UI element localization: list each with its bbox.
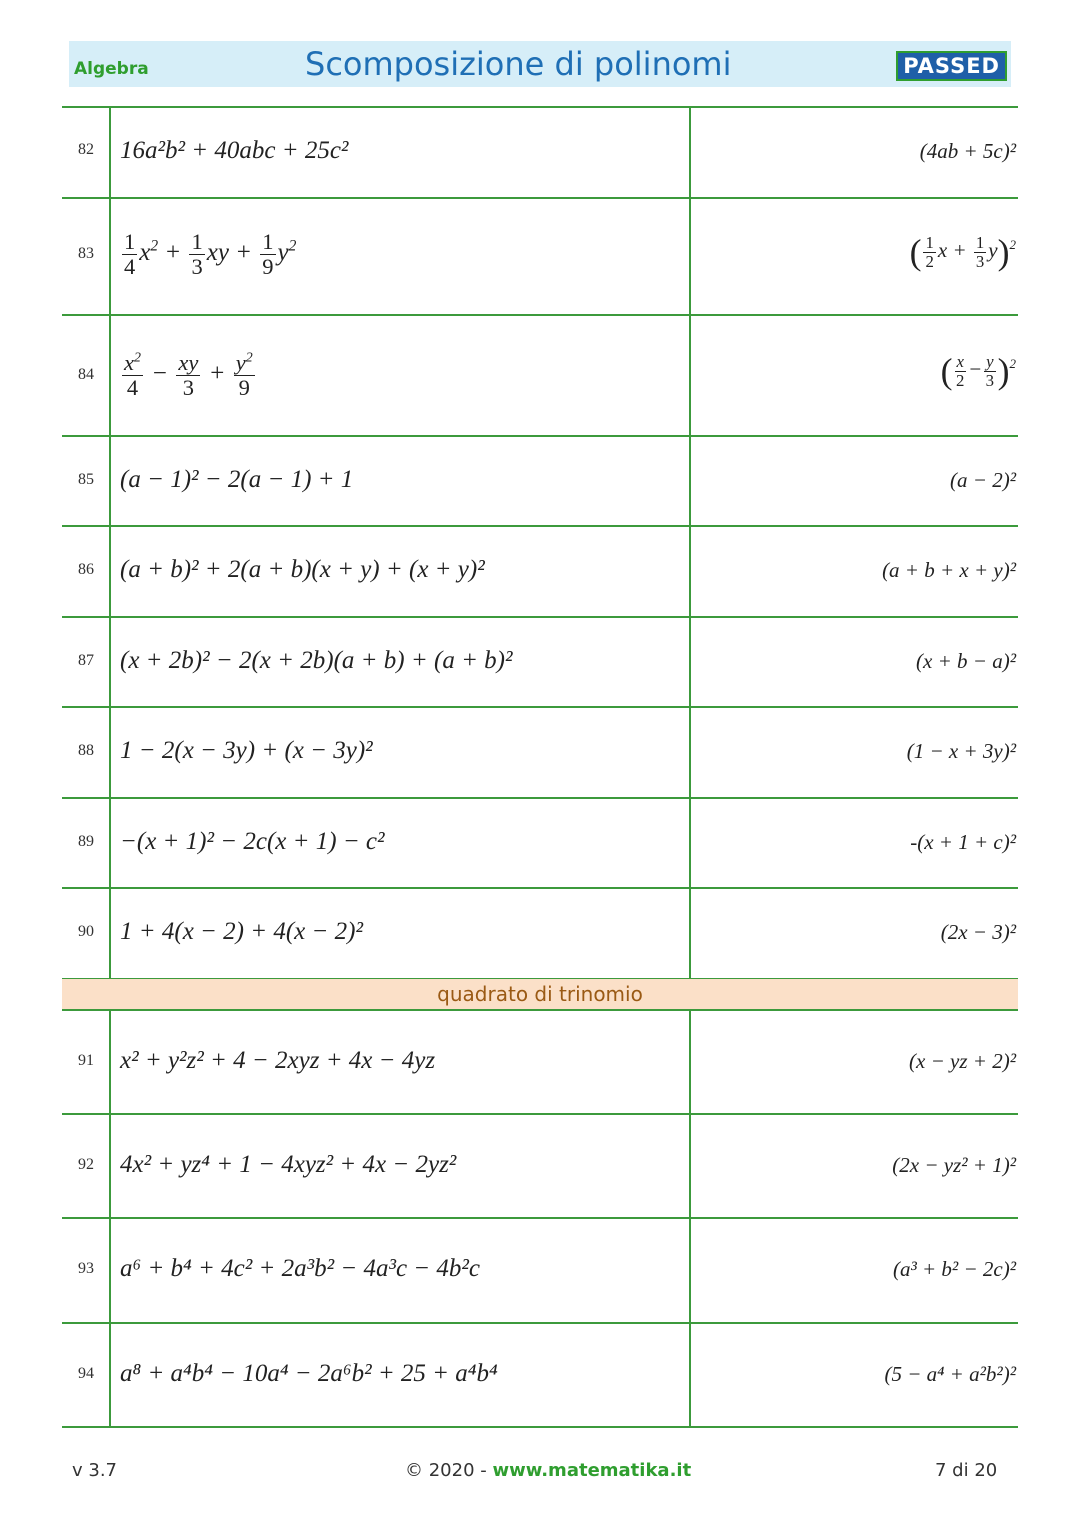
table-row bbox=[62, 887, 1018, 978]
exercise-result: ( $\frac{x}{2}$ − $\frac{y}{3}$ )$^2$ bbox=[940, 351, 1016, 391]
exercise-number: 93 bbox=[78, 1260, 94, 1277]
passed-badge: PASSED bbox=[896, 51, 1007, 81]
table-row bbox=[62, 797, 1018, 887]
exercise-result: (a + b + x + y)² bbox=[882, 558, 1016, 582]
exercise-expression: a⁶ + b⁴ + 4c² + 2a³b² − 4a³c − 4b²c bbox=[120, 1255, 480, 1282]
exercise-number: 89 bbox=[78, 833, 94, 850]
page-header bbox=[69, 41, 1011, 87]
exercise-result: (2x − yz² + 1)² bbox=[892, 1153, 1016, 1177]
exercise-number: 86 bbox=[78, 561, 94, 578]
exercise-result: (2x − 3)² bbox=[940, 920, 1016, 944]
exercise-expression: 1 − 2(x − 3y) + (x − 3y)² bbox=[120, 737, 373, 764]
page-number: 7 di 20 bbox=[935, 1460, 998, 1481]
exercise-result: (x + b − a)² bbox=[916, 649, 1016, 673]
exercise-number: 83 bbox=[78, 245, 94, 262]
exercise-number: 94 bbox=[78, 1365, 94, 1382]
exercise-number: 92 bbox=[78, 1156, 94, 1173]
table-row bbox=[62, 706, 1018, 797]
table-row bbox=[62, 1113, 1018, 1217]
exercise-expression: −(x + 1)² − 2c(x + 1) − c² bbox=[120, 828, 385, 855]
exercise-expression: (x + 2b)² − 2(x + 2b)(a + b) + (a + b)² bbox=[120, 647, 513, 674]
exercise-result: (5 − a⁴ + a²b²)² bbox=[884, 1362, 1016, 1386]
exercise-number: 82 bbox=[78, 141, 94, 158]
exercise-result: (4ab + 5c)² bbox=[919, 139, 1016, 163]
exercise-number: 85 bbox=[78, 471, 94, 488]
exercise-number: 88 bbox=[78, 742, 94, 759]
exercise-expression: $\frac{1}{4}$ $x^2$ + $\frac{1}{3}$ xy + $\frac{1}{9}$ $y^2$ bbox=[124, 229, 297, 279]
section-label: quadrato di trinomio bbox=[62, 979, 1018, 1009]
table-row bbox=[62, 616, 1018, 706]
exercise-expression: $\frac{x^2}{4}$ − $\frac{xy}{3}$ + $\frac{y^2}{9}$ bbox=[124, 350, 253, 400]
page-title: Scomposizione di polinomi bbox=[305, 45, 732, 83]
table-row bbox=[62, 106, 1018, 197]
exercise-expression: 1 + 4(x − 2) + 4(x − 2)² bbox=[120, 918, 363, 945]
table-row bbox=[62, 1322, 1018, 1426]
exercise-result: (a³ + b² − 2c)² bbox=[892, 1257, 1016, 1281]
exercise-expression: 4x² + yz⁴ + 1 − 4xyz² + 4x − 2yz² bbox=[120, 1151, 457, 1178]
table-row bbox=[62, 1217, 1018, 1322]
exercise-expression: 16a²b² + 40abc + 25c² bbox=[120, 137, 349, 164]
table-row bbox=[62, 314, 1018, 435]
subject-label: Algebra bbox=[74, 59, 149, 79]
table-row bbox=[62, 1009, 1018, 1113]
exercise-expression: (a − 1)² − 2(a − 1) + 1 bbox=[120, 466, 354, 493]
exercise-number: 90 bbox=[78, 923, 94, 940]
exercise-expression: a⁸ + a⁴b⁴ − 10a⁴ − 2a⁶b² + 25 + a⁴b⁴ bbox=[120, 1360, 498, 1387]
exercise-result: -(x + 1 + c)² bbox=[910, 830, 1016, 854]
exercise-result: (x − yz + 2)² bbox=[909, 1049, 1016, 1073]
table-row bbox=[62, 525, 1018, 616]
exercise-expression: x² + y²z² + 4 − 2xyz + 4x − 4yz bbox=[120, 1047, 436, 1074]
copyright-text: © 2020 - bbox=[405, 1460, 487, 1481]
table-row bbox=[62, 197, 1018, 314]
exercise-expression: (a + b)² + 2(a + b)(x + y) + (x + y)² bbox=[120, 556, 485, 583]
exercise-result: (1 − x + 3y)² bbox=[906, 739, 1016, 763]
table-row bbox=[62, 435, 1018, 525]
exercise-result: (a − 2)² bbox=[950, 468, 1016, 492]
site-link[interactable]: www.matematika.it bbox=[492, 1460, 692, 1481]
version-label: v 3.7 bbox=[72, 1460, 117, 1481]
exercise-number: 91 bbox=[78, 1052, 94, 1069]
exercise-result: ( $\frac{1}{2}$ x + $\frac{1}{3}$ y)$^2$ bbox=[909, 232, 1016, 272]
exercise-number: 87 bbox=[78, 652, 94, 669]
exercise-number: 84 bbox=[78, 366, 94, 383]
row-divider bbox=[62, 1426, 1018, 1428]
copyright bbox=[405, 1460, 691, 1481]
